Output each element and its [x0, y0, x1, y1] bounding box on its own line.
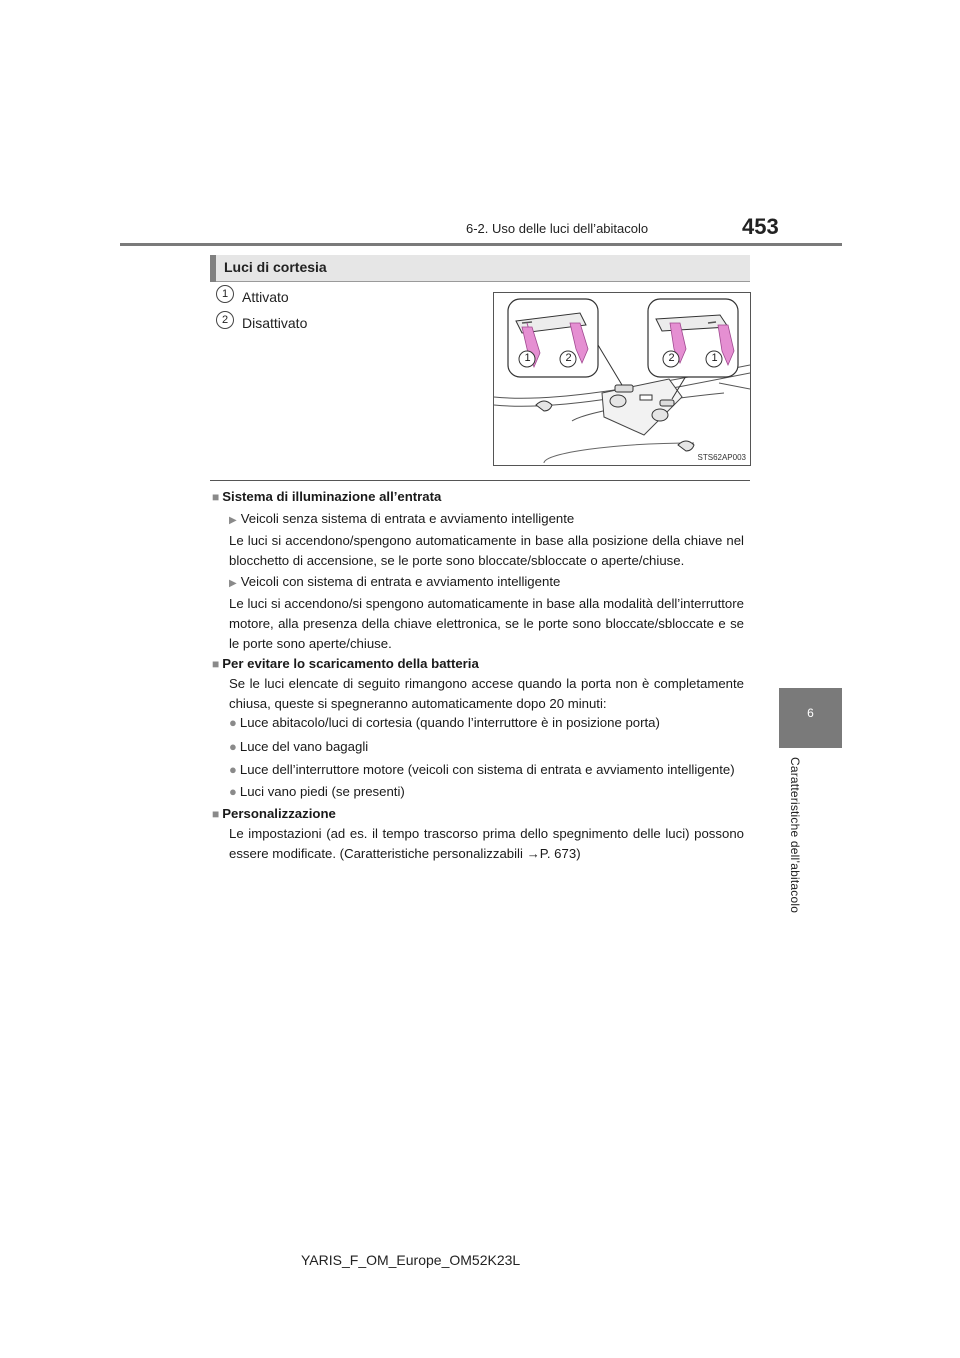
note-entry-illumination-heading [212, 487, 441, 507]
legend-label-on: Attivato [242, 289, 289, 305]
note-paragraph-4: Le impostazioni (ad es. il tempo trascorso prima dello spegnimento delle luci) possono essere modificate. (Caratteristiche personalizzabili →P. 673) [229, 826, 744, 861]
note-sub-text: Veicoli senza sistema di entrata e avviamento intelligente [240, 511, 575, 526]
note-title: Sistema di illuminazione all’entrata [222, 489, 442, 504]
figure-callout-2-right: 2 [668, 352, 675, 364]
note-paragraph-3: Se le luci elencate di seguito rimangono accese quando la porta non è completamente chiusa, queste si spegneranno automaticamente dopo 20 minuti: [229, 676, 744, 711]
section-divider [210, 480, 750, 481]
courtesy-light-illustration [493, 292, 751, 466]
square-bullet-icon: ■ [212, 807, 220, 821]
callout-1-icon: 1 [216, 285, 234, 303]
header-divider [120, 243, 842, 246]
legend-label-off: Disattivato [242, 315, 308, 331]
circle-bullet-icon: ● [229, 739, 237, 754]
figure-callout-1-right: 1 [711, 352, 718, 364]
section-heading-marker [210, 255, 216, 282]
list-item-text: Luci vano piedi (se presenti) [239, 784, 405, 799]
chapter-side-title: Caratteristiche dell’abitacolo [788, 757, 802, 914]
note-title: Per evitare lo scaricamento della batteria [222, 656, 479, 671]
note-personalization-heading [212, 804, 336, 824]
note-title: Personalizzazione [222, 806, 336, 821]
square-bullet-icon: ■ [212, 490, 220, 504]
figure-code: STS62AP003 [697, 453, 746, 462]
figure-callout-2-left: 2 [565, 352, 572, 364]
list-item-text: Luce abitacolo/luci di cortesia (quando l’interruttore è in posizione porta) [239, 715, 660, 730]
note-sub-heading-2 [229, 572, 560, 594]
note-sub-heading-1 [229, 509, 574, 531]
note-paragraph-1: Le luci si accendono/spengono automaticamente in base alla posizione della chiave nel blocchetto di accensione, se le porte sono bloccate/sbloccate o aperte/chiuse. [229, 533, 744, 568]
section-heading [210, 255, 750, 282]
list-item-text: Luce dell’interruttore motore (veicoli con sistema di entrata e avviamento intelligente) [239, 762, 735, 777]
triangle-bullet-icon: ▶ [229, 515, 237, 526]
list-item [229, 737, 368, 757]
callout-2-icon: 2 [216, 311, 234, 329]
list-item [229, 760, 735, 780]
vanity-mirror-lights-drawing [494, 293, 750, 465]
chapter-tab-number: 6 [807, 706, 814, 720]
note-paragraph-2: Le luci si accendono/si spengono automaticamente in base alla modalità dell’interruttore motore, alla presenza della chiave elettronica, se le porte sono bloccate/sbloccate e se le porte sono aperte/chiuse. [229, 596, 744, 651]
page-number: 453 [742, 214, 779, 239]
list-item-text: Luce del vano bagagli [239, 739, 369, 754]
square-bullet-icon: ■ [212, 657, 220, 671]
header-section-title: 6-2. Uso delle luci dell’abitacolo [466, 221, 649, 236]
document-footer-code: YARIS_F_OM_Europe_OM52K23L [301, 1252, 521, 1268]
circle-bullet-icon: ● [229, 715, 237, 730]
section-heading-title: Luci di cortesia [224, 259, 327, 275]
list-item [229, 782, 405, 802]
figure-callout-1-left: 1 [524, 352, 531, 364]
triangle-bullet-icon: ▶ [229, 578, 237, 589]
list-item [229, 713, 660, 733]
note-battery-heading [212, 654, 479, 674]
circle-bullet-icon: ● [229, 784, 237, 799]
note-sub-text: Veicoli con sistema di entrata e avviamento intelligente [240, 574, 561, 589]
circle-bullet-icon: ● [229, 762, 237, 777]
